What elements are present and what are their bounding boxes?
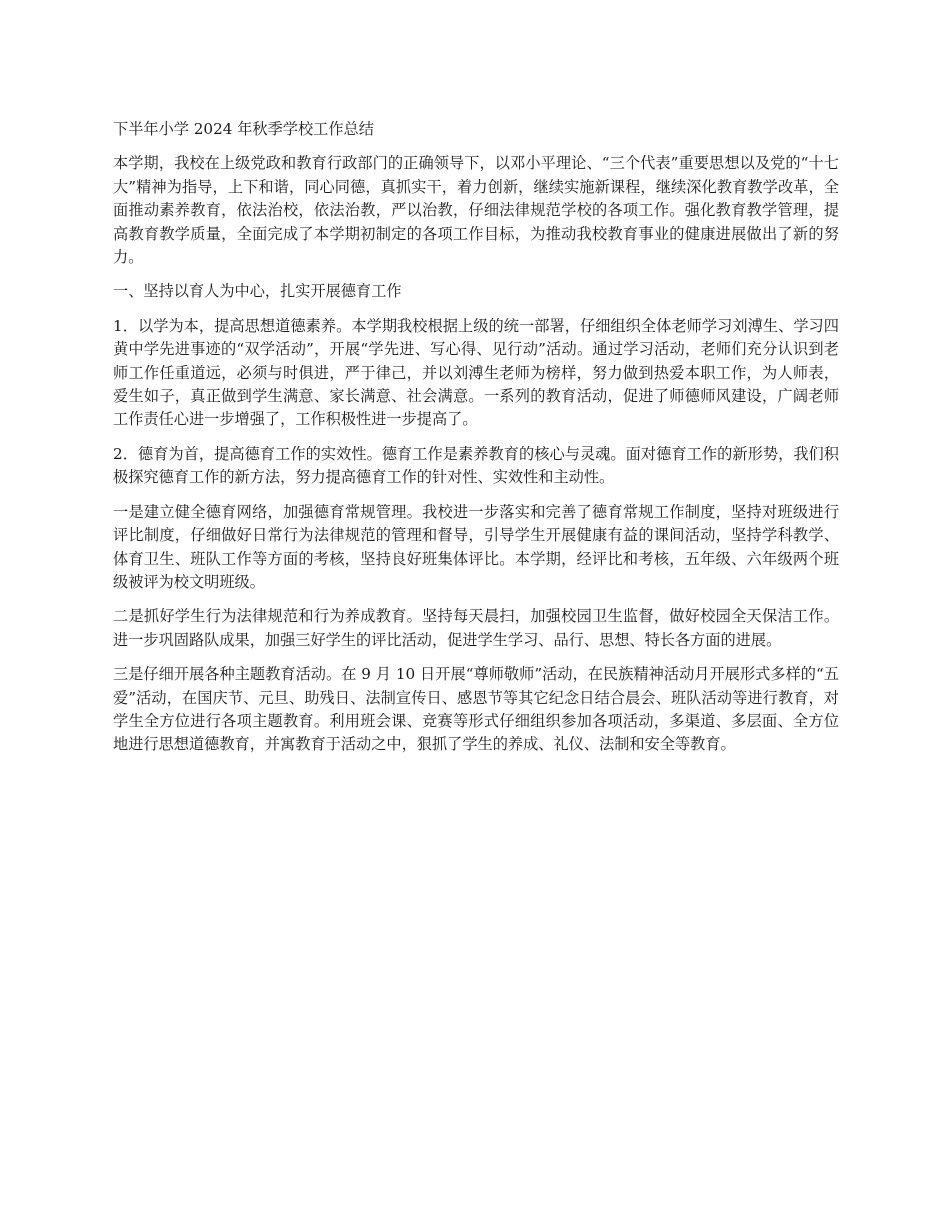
paragraph-point-3: 三是仔细开展各种主题教育活动。在 9 月 10 日开展“尊师敬师”活动，在民族精神活动月开展形式多样的“五爱”活动，在国庆节、元旦、助残日、法制宣传日、感恩节等其它纪念日结合晨会、班队活动等进行教育，对学生全方位进行各项主题教育。利用班会课、竞赛等形式仔细组织参加各项活动，多渠道、多层面、全方位地进行思想道德教育，并寓教育于活动之中，狠抓了学生的养成、礼仪、法制和安全等教育。 (113, 665, 839, 754)
document-title: 下半年小学 2024 年秋季学校工作总结 (113, 120, 374, 138)
section-heading-1: 一、坚持以育人为中心，扎实开展德育工作 (113, 282, 402, 301)
paragraph-point-2: 二是抓好学生行为法律规范和行为养成教育。坚持每天晨扫，加强校园卫生监督，做好校园全天保洁工作。进一步巩固路队成果，加强三好学生的评比活动，促进学生学习、品行、思想、特长各方面的进展。 (113, 607, 839, 649)
paragraph-item-2: 2．德育为首，提高德育工作的实效性。德育工作是素养教育的核心与灵魂。面对德育工作的新形势，我们积极探究德育工作的新方法，努力提高德育工作的针对性、实效性和主动性。 (113, 444, 839, 487)
paragraph-item-1: 1．以学为本，提高思想道德素养。本学期我校根据上级的统一部署，仔细组织全体老师学习刘溥生、学习四黄中学先进事迹的“双学活动”，开展“学先进、写心得、见行动”活动。通过学习活动，老师们充分认识到老师工作任重道远，必须与时俱进，严于律己，并以刘溥生老师为榜样，努力做到热爱本职工作，为人师表，爱生如子，真正做到学生满意、家长满意、社会满意。一系列的教育活动，促进了师德师风建设，广阔老师工作责任心进一步增强了，工作积极性进一步提高了。 (113, 316, 839, 429)
document-page (113, 118, 839, 768)
intro-paragraph: 本学期，我校在上级党政和教育行政部门的正确领导下，以邓小平理论、“三个代表”重要思想以及党的“十七大”精神为指导，上下和谐，同心同德，真抓实干，着力创新，继续实施新课程，继续深化教育教学改革，全面推动素养教育，依法治校，依法治教，严以治教，仔细法律规范学校的各项工作。强化教育教学管理，提高教育教学质量，全面完成了本学期初制定的各项工作目标，为推动我校教育事业的健康进展做出了新的努力。 (113, 154, 839, 267)
paragraph-point-1: 一是建立健全德育网络，加强德育常规管理。我校进一步落实和完善了德育常规工作制度，坚持对班级进行评比制度，仔细做好日常行为法律规范的管理和督导，引导学生开展健康有益的课间活动，坚持学科教学、体育卫生、班队工作等方面的考核，坚持良好班集体评比。本学期，经评比和考核，五年级、六年级两个班级被评为校文明班级。 (113, 502, 839, 591)
